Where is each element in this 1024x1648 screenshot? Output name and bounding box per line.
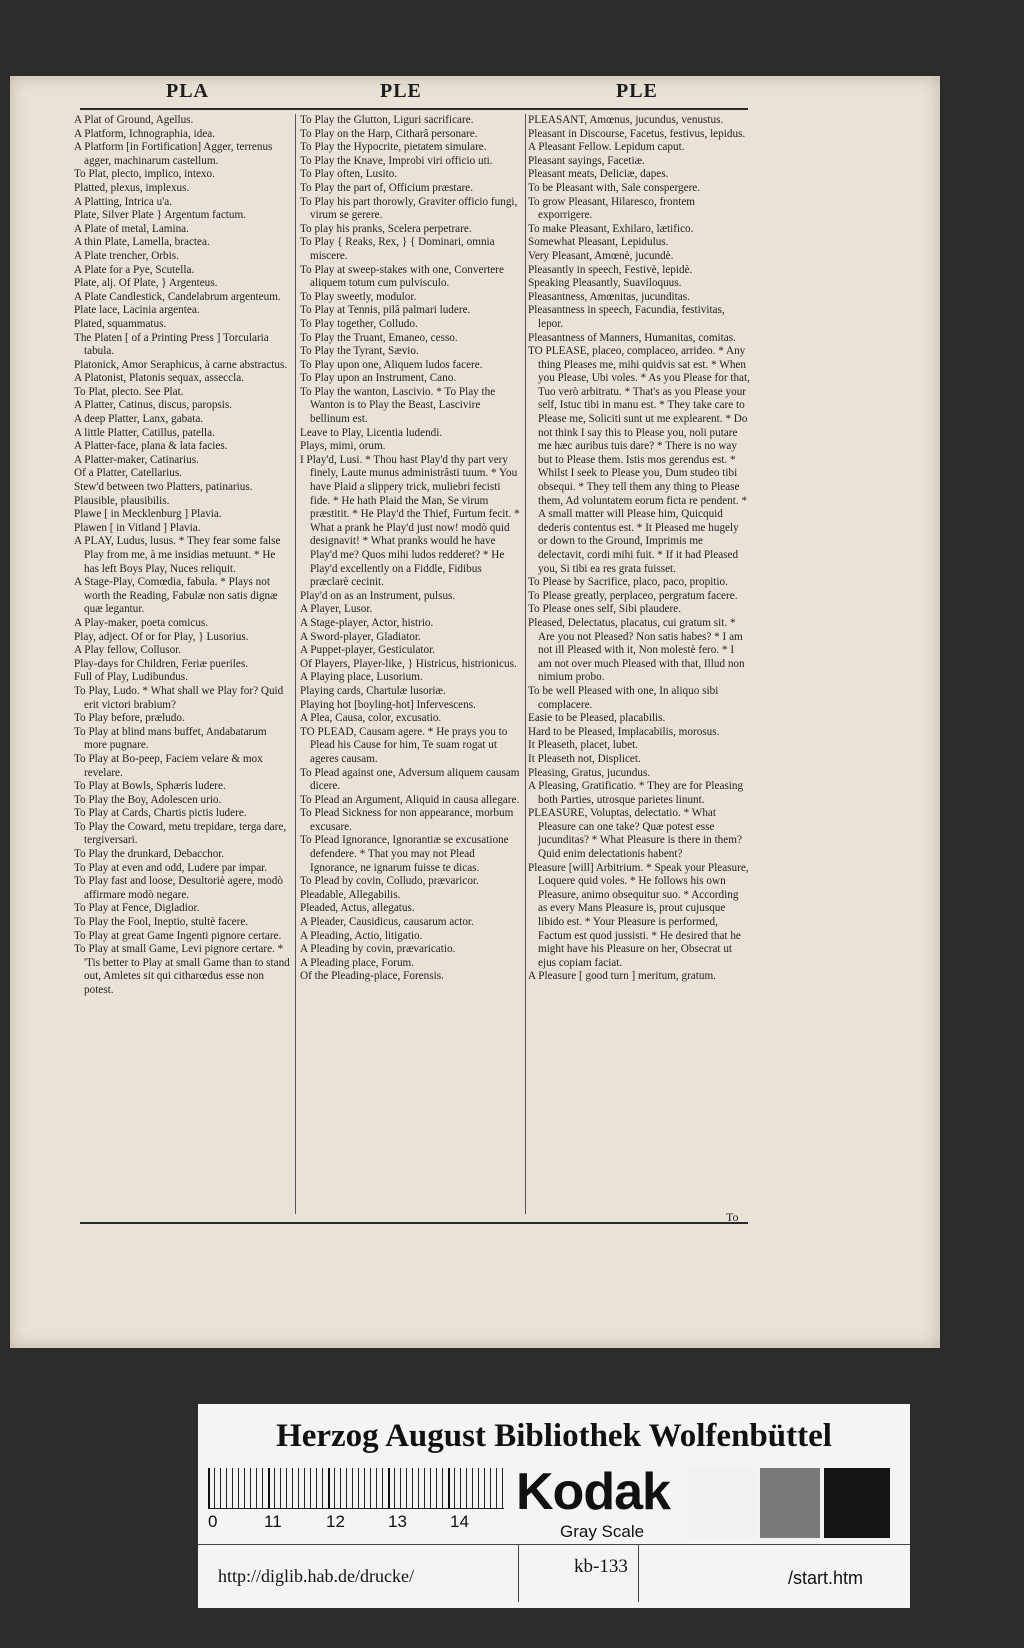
dictionary-entry: TO PLEAD, Causam agere. * He prays you to Plead his Cause for him, Te suam rogat ut ageres causam. (300, 725, 508, 765)
dictionary-entry: To Play the part of, Officium præstare. (300, 181, 473, 194)
dictionary-entry: A Pleasing, Gratificatio. * They are for Pleasing both Parties, utrosque parietes linunt. (528, 780, 744, 806)
dictionary-entry: A Pleasant Fellow. Lepidum caput. (528, 141, 685, 154)
footer-rule (80, 1222, 748, 1224)
dictionary-entry: To Play at small Game, Levi pignore certare. * 'Tis better to Play at small Game than to stand out, Amletes sit qui citharœdus esse non potest. (74, 943, 290, 996)
dictionary-entry: To Play together, Colludo. (300, 317, 418, 330)
header-center: PLE (380, 80, 422, 102)
color-calibration-card (198, 1404, 910, 1608)
header-right: PLE (616, 80, 658, 102)
dictionary-entry: A Pleading by covin, prævaricatio. (300, 943, 456, 956)
dictionary-entry: A Plate trencher, Orbis. (74, 249, 179, 262)
dictionary-entry: To Play sweetly, modulor. (300, 290, 417, 303)
dictionary-entry: To Plead against one, Adversum aliquem causam dicere. (300, 766, 520, 793)
dictionary-entry: To Play the Truant, Emaneo, cesso. (300, 331, 458, 344)
running-header (80, 80, 748, 110)
dictionary-entry: A Plate for a Pye, Scutella. (74, 263, 195, 276)
column-divider (525, 114, 526, 1214)
dictionary-entry: A Pleader, Causidicus, causarum actor. (300, 916, 474, 929)
dictionary-entry: The Platen [ of a Printing Press ] Torcularia tabula. (74, 331, 269, 358)
dictionary-entry: Playing hot [boyling-hot] Infervescens. (300, 698, 476, 711)
dictionary-entry: To Play at Bo-peep, Faciem velare & mox revelare. (74, 752, 263, 779)
dictionary-entry: To Play at Tennis, pilâ palmari ludere. (300, 304, 471, 317)
dictionary-entry: A Platting, Intrica u'a. (74, 195, 173, 208)
dictionary-entry: A Platter-maker, Catinarius. (74, 453, 199, 466)
dictionary-entry: To Play the Boy, Adolescen urio. (74, 793, 222, 806)
dictionary-entry: To Play at blind mans buffet, Andabatarum more pugnare. (74, 725, 267, 752)
dictionary-entry: Plate, Silver Plate } Argentum factum. (74, 209, 247, 222)
dictionary-entry: A Puppet-player, Gesticulator. (300, 644, 436, 657)
dictionary-entry: To Play the Knave, Improbi viri officio uti. (300, 154, 493, 167)
dictionary-entry: A Platform, Ichnographia, idea. (74, 127, 216, 140)
dictionary-entry: To Please ones self, Sibi plaudere. (528, 603, 682, 616)
column-divider (295, 114, 296, 1214)
dictionary-entry: A little Platter, Catillus, patella. (74, 426, 215, 439)
header-rule (80, 108, 748, 110)
dictionary-entry: A Platonist, Platonis sequax, asseccla. (74, 372, 244, 385)
dictionary-entry: Of Players, Player-like, } Histricus, histrionicus. (300, 657, 517, 670)
dictionary-entry: To Plat, plecto. See Plat. (74, 385, 184, 398)
gray-swatch-mid (760, 1468, 820, 1538)
dictionary-entry: Easie to be Pleased, placabilis. (528, 712, 666, 725)
dictionary-entry: A Play-maker, poeta comicus. (74, 616, 209, 629)
dictionary-entry: Plawe [ in Mecklenburg ] Plavia. (74, 508, 222, 521)
dictionary-entry: I Play'd, Lusi. * Thou hast Play'd thy part very finely, Laute munus administrâsti tuum. * You have Plaid a slippery trick, muliebri fecisti fide. * He hath Plaid the Man, Se virum præstitit. * He Play'd the Thief, Furtum fecit. * What a prank he Play'd just now! modò quid designavit! * What pranks would he have Play'd me? Quos mihi ludos redderet? * He Play'd excellently on a Fiddle, Fidibus præclarè cecinit. (300, 453, 520, 589)
catchword: To (726, 1210, 739, 1224)
dictionary-entry: Play, adject. Of or for Play, } Lusorius. (74, 630, 249, 643)
dictionary-entry: Playing cards, Chartulæ lusoriæ. (300, 684, 446, 697)
dictionary-entry: To Play often, Lusito. (300, 168, 398, 181)
dictionary-entry: Plated, squammatus. (74, 317, 167, 330)
dictionary-entry: To Play the Tyrant, Sævio. (300, 345, 419, 358)
dictionary-entry: To grow Pleasant, Hilaresco, frontem exporrigere. (528, 195, 695, 222)
dictionary-entry: Full of Play, Ludibundus. (74, 671, 188, 684)
dictionary-entry: Pleasing, Gratus, jucundus. (528, 766, 651, 779)
dictionary-entry: Very Pleasant, Amœnè, jucundè. (528, 249, 674, 262)
dictionary-entry: To Please by Sacrifice, placo, paco, propitio. (528, 576, 728, 589)
dictionary-entry: A Play fellow, Collusor. (74, 644, 182, 657)
dictionary-entry: To Play { Reaks, Rex, } { Dominari, omnia miscere. (300, 236, 495, 262)
dictionary-entry: Pleasantly in speech, Festivè, lepidè. (528, 263, 693, 276)
dictionary-entry: To Plead Sickness for non appearance, morbum excusare. (300, 807, 514, 833)
dictionary-entry: A Platter, Catinus, discus, paropsis. (74, 399, 233, 412)
dictionary-entry: Pleaded, Actus, allegatus. (300, 902, 415, 915)
dictionary-entry: A deep Platter, Lanx, gabata. (74, 413, 204, 426)
dictionary-entry: PLEASURE, Voluptas, delectatio. * What Pleasure can one take? Quæ potest esse jucunditas? * What Pleasure is there in them? Quid enim delectationis habent? (528, 807, 742, 861)
dictionary-entry: A Plate of metal, Lamina. (74, 222, 189, 235)
dictionary-entry: Play-days for Children, Feriæ pueriles. (74, 657, 248, 670)
source-url: http://diglib.hab.de/drucke/ (218, 1566, 414, 1586)
ruler-number: 13 (388, 1512, 407, 1531)
dictionary-entry: A Playing place, Lusorium. (300, 671, 423, 684)
dictionary-entry: To Play at Cards, Chartis pictis ludere. (74, 807, 247, 820)
dictionary-column-1 (74, 114, 292, 1214)
dictionary-entry: To Play the Fool, Ineptio, stultè facere. (74, 916, 249, 929)
dictionary-entry: Platonick, Amor Seraphicus, à carne abstractus. (74, 358, 288, 371)
dictionary-entry: Plate, alj. Of Plate, } Argenteus. (74, 277, 218, 290)
library-title: Herzog August Bibliothek Wolfenbüttel (276, 1418, 832, 1454)
dictionary-entry: To Play at Bowls, Sphæris ludere. (74, 780, 226, 793)
ruler-number: 11 (264, 1512, 282, 1531)
dictionary-entry: Pleased, Delectatus, placatus, cui gratum sit. * Are you not Pleased? Non satis habes? * I am not ill Pleased with it, Non molestè fero. * I am not over much Pleased with that, Illud non nimium probo. (528, 616, 745, 684)
dictionary-entry: A Player, Lusor. (300, 603, 373, 616)
kodak-logo: Kodak (516, 1463, 670, 1521)
ruler-major-ticks (208, 1468, 504, 1508)
dictionary-entry: A Platform [in Fortification] Agger, terrenus agger, machinarum castellum. (74, 141, 273, 167)
dictionary-entry: A Pleasure [ good turn ] meritum, gratum. (528, 970, 716, 983)
dictionary-entry: A Plea, Causa, color, excusatio. (300, 712, 442, 725)
dictionary-entry: To be well Pleased with one, In aliquo sibi complacere. (528, 684, 719, 711)
dictionary-entry: Plawen [ in Vitland ] Plavia. (74, 521, 201, 534)
header-left: PLA (166, 80, 209, 102)
dictionary-entry: To Play his part thorowly, Graviter officio fungi, virum se gerere. (300, 195, 518, 222)
card-divider (198, 1544, 910, 1545)
dictionary-entry: To Play, Ludo. * What shall we Play for? Quid erit victori brabium? (74, 684, 284, 711)
dictionary-entry: Pleasantness of Manners, Humanitas, comitas. (528, 331, 736, 344)
dictionary-entry: To Plead an Argument, Aliquid in causa allegare. (300, 793, 520, 806)
dictionary-entry: PLEASANT, Amœnus, jucundus, venustus. (528, 114, 724, 126)
dictionary-entry: To make Pleasant, Exhilaro, lætifico. (528, 222, 694, 235)
dictionary-entry: A Plate Candlestick, Candelabrum argenteum. (74, 290, 281, 303)
dictionary-entry: To Please greatly, perplaceo, pergratum facere. (528, 589, 738, 602)
ruler-number: 12 (326, 1512, 345, 1531)
dictionary-column-3 (528, 114, 750, 1214)
dictionary-entry: To Play at great Game Ingenti pignore certare. (74, 929, 282, 942)
dictionary-entry: To Plead Ignorance, Ignorantiæ se excusatione defendere. * That you may not Plead Ignorance, ne ignarum fuisse te dicas. (300, 834, 509, 874)
dictionary-entry: To Play the Hypocrite, pietatem simulare. (300, 141, 487, 154)
dictionary-entry: To Play at sweep-stakes with one, Convertere aliquem totum cum pulvisculo. (300, 263, 504, 290)
dictionary-entry: Play'd on as an Instrument, pulsus. (300, 589, 456, 602)
dictionary-entry: To Play the drunkard, Debacchor. (74, 848, 225, 861)
dictionary-entry: A PLAY, Ludus, lusus. * They fear some false Play from me, à me insidias metuunt. * He has left Boys Play, Nuces reliquit. (74, 535, 281, 575)
dictionary-entry: To be Pleasant with, Sale conspergere. (528, 181, 701, 194)
dictionary-entry: A Plat of Ground, Agellus. (74, 114, 194, 126)
dictionary-entry: It Pleaseth, placet, lubet. (528, 739, 638, 752)
dictionary-entry: To Play the Coward, metu trepidare, terga dare, tergiversari. (74, 820, 287, 847)
dictionary-entry: Of the Pleading-place, Forensis. (300, 970, 444, 983)
dictionary-entry: A Platter-face, plana & lata facies. (74, 440, 228, 453)
dictionary-entry: Pleasant sayings, Facetiæ. (528, 154, 645, 167)
card-divider (518, 1544, 519, 1602)
dictionary-entry: To Play the wanton, Lascivio. * To Play the Wanton is to Play the Beast, Lascivire bellinum est. (300, 385, 496, 426)
gray-scale-label: Gray Scale (560, 1522, 645, 1541)
dictionary-entry: To Plead by covin, Colludo, prævaricor. (300, 875, 479, 888)
dictionary-entry: A Stage-player, Actor, histrio. (300, 616, 434, 629)
dictionary-entry: Pleasant in Discourse, Facetus, festivus, lepidus. (528, 127, 746, 140)
dictionary-entry: To Play upon an Instrument, Cano. (300, 372, 457, 385)
dictionary-entry: Plausible, plausibilis. (74, 494, 170, 507)
card-divider (638, 1544, 639, 1602)
dictionary-entry: A Pleading, Actio, litigatio. (300, 929, 423, 942)
start-path: /start.htm (788, 1568, 864, 1588)
dictionary-entry: Pleasant meats, Deliciæ, dapes. (528, 168, 669, 181)
dictionary-entry: To Plat, plecto, implico, intexo. (74, 168, 215, 181)
ruler-number: 0 (208, 1512, 218, 1531)
dictionary-entry: Plate lace, Lacinia argentea. (74, 304, 200, 317)
dictionary-entry: Speaking Pleasantly, Suaviloquus. (528, 277, 682, 290)
dictionary-entry: TO PLEASE, placeo, complaceo, arrideo. * Any thing Pleases me, mihi quidvis sat est. * When you Please, Ubi voles. * As you Please for that, Tuo verò arbitratu. * That's as you Please your self, Istuc tibi in manu est. * They take care to Please me, Soliciti sunt ut me explearent. * Do not think I say this to Please you, noli putare me hæc auribus tuis dare? * There is no way but to Please them. Istis mos gerendus est. * Whilst I seek to Please you, Dum studeo tibi obsequi. * They tell them any thing to Please them, Ad voluntatem eorum ficta re pendent. * A small matter will Please him, Quicquid dederis contentus est. * It Pleased me hugely or down to the Ground, Imprimis me delectavit, cordi mihi fuit. * If it had Pleased you, Si tibi ea res grata fuisset. (528, 345, 750, 575)
dictionary-entry: To Play the Glutton, Liguri sacrificare. (300, 114, 474, 126)
dictionary-entry: Stew'd between two Platters, patinarius. (74, 481, 253, 494)
dictionary-entry: Pleasantness in speech, Facundia, festivitas, lepor. (528, 304, 725, 330)
dictionary-entry: To Play at Fence, Digladior. (74, 902, 200, 915)
dictionary-entry: Of a Platter, Catellarius. (74, 467, 182, 480)
scale-ruler (208, 1468, 504, 1538)
dictionary-entry: To play his pranks, Scelera perpetrare. (300, 222, 472, 235)
dictionary-entry: A Sword-player, Gladiator. (300, 630, 421, 643)
dictionary-entry: A thin Plate, Lamella, bractea. (74, 236, 210, 249)
dictionary-entry: To Play on the Harp, Citharâ personare. (300, 127, 478, 140)
dictionary-entry: A Pleading place, Forum. (300, 956, 415, 969)
dictionary-entry: To Play at even and odd, Ludere par impar. (74, 861, 268, 874)
dictionary-entry: Plays, mimi, orum. (300, 440, 386, 453)
gray-swatch-black (824, 1468, 890, 1538)
dictionary-entry: Leave to Play, Licentia ludendi. (300, 426, 443, 439)
gray-swatch-white (688, 1468, 756, 1538)
dictionary-column-2 (300, 114, 522, 1214)
dictionary-entry: To Play upon one, Aliquem ludos facere. (300, 358, 483, 371)
ruler-number: 14 (450, 1512, 469, 1531)
dictionary-entry: A Stage-Play, Comœdia, fabula. * Plays not worth the Reading, Fabulæ non satis dignæ quæ legantur. (74, 576, 278, 616)
dictionary-entry: It Pleaseth not, Displicet. (528, 752, 641, 765)
dictionary-entry: Pleadable, Allegabilis. (300, 888, 401, 901)
dictionary-entry: Somewhat Pleasant, Lepidulus. (528, 236, 669, 249)
card-code: kb-133 (574, 1556, 628, 1577)
dictionary-entry: To Play before, præludo. (74, 712, 185, 725)
dictionary-entry: Pleasure [will] Arbitrium. * Speak your Pleasure, Loquere quid voles. * He follows his own Pleasure, animo obsequitur suo. * According as every Mans Pleasure is, prout cujusque libido est. * Your Pleasure is performed, Factum est quod jussisti. * He desired that he might have his Pleasure on her, Obsecrat ut ejus copiam faciat. (528, 861, 749, 969)
dictionary-entry: Hard to be Pleased, Implacabilis, morosus. (528, 725, 720, 738)
dictionary-entry: To Play fast and loose, Desultoriè agere, modò affirmare modò negare. (74, 875, 283, 901)
dictionary-entry: Pleasantness, Amœnitas, jucunditas. (528, 290, 690, 303)
dictionary-entry: Platted, plexus, implexus. (74, 181, 190, 194)
